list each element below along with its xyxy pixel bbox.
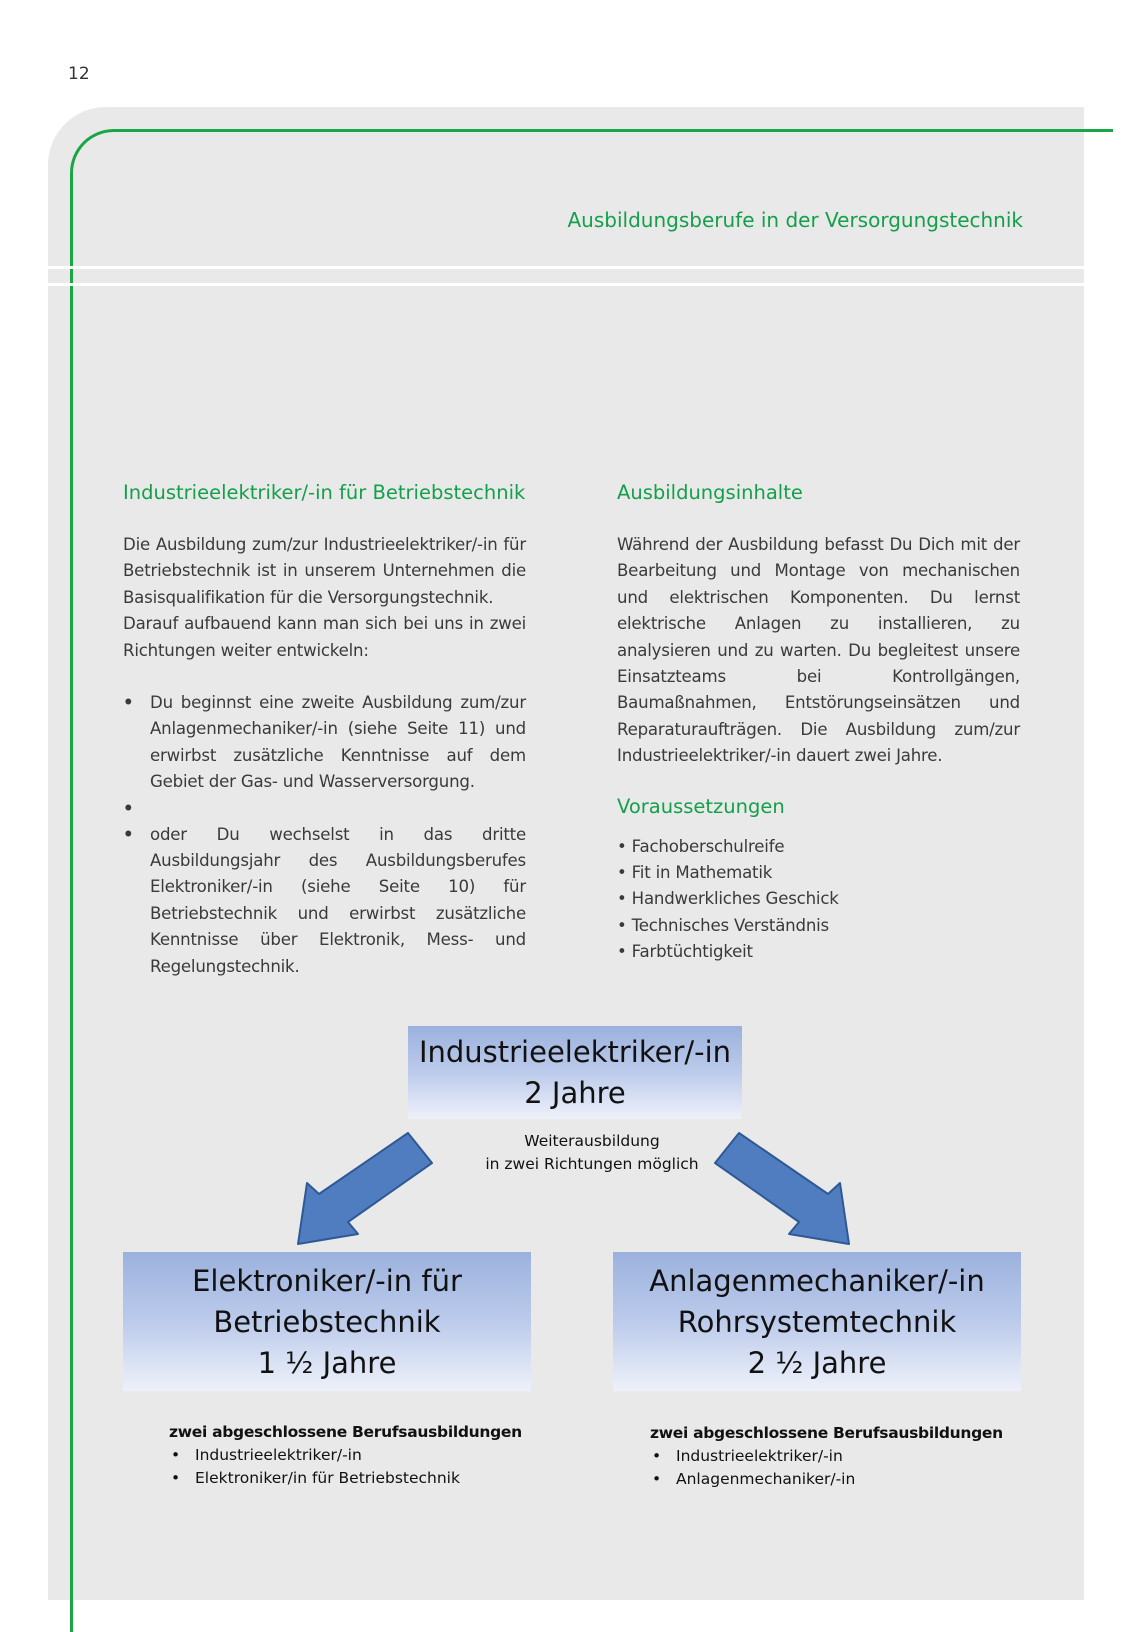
box-duration: 1 ½ Jahre bbox=[257, 1346, 397, 1380]
summary-title: zwei abgeschlossene Berufsausbildungen bbox=[650, 1424, 1003, 1442]
box-subtitle: Betriebstechnik bbox=[213, 1305, 441, 1339]
requirements-list bbox=[617, 834, 1020, 966]
box-title: Industrieelektriker/-in bbox=[418, 1035, 732, 1069]
summary-title: zwei abgeschlossene Berufsausbildungen bbox=[169, 1423, 522, 1441]
summary-right bbox=[650, 1422, 1003, 1491]
summary-item: • Industrieelektriker/-in bbox=[169, 1444, 522, 1467]
box-title: Anlagenmechaniker/-in bbox=[649, 1264, 985, 1298]
box-title: Elektroniker/-in für bbox=[192, 1264, 462, 1298]
intro-paragraph: Die Ausbildung zum/zur Industrieelektriker/-in für Betriebstechnik ist in unserem Unternehmen die Basisqualifikation für die Versorgungstechnik. bbox=[123, 535, 526, 607]
summary-item: • Elektroniker/in für Betriebstechnik bbox=[169, 1467, 522, 1490]
note-line: in zwei Richtungen möglich bbox=[485, 1155, 699, 1173]
left-column bbox=[123, 480, 526, 980]
diagram-note bbox=[470, 1130, 714, 1176]
path-list bbox=[123, 690, 526, 980]
summary-item: • Industrieelektriker/-in bbox=[650, 1445, 1003, 1468]
requirement-item: • Farbtüchtigkeit bbox=[617, 942, 753, 962]
box-duration: 2 ½ Jahre bbox=[747, 1346, 887, 1380]
path-list-item: • oder Du wechselst in das dritte Ausbildungsjahr des Ausbildungsberufes Elektroniker/-in (siehe Seite 10) für Betriebstechnik und erwirbst zusätzliche Kenntnisse über Elektronik, Mess- und Regelungstechnik. bbox=[123, 822, 526, 980]
right-column bbox=[617, 480, 1020, 966]
box-subtitle: Rohrsystemtechnik bbox=[677, 1305, 957, 1339]
diagram-box-industrieelektriker bbox=[408, 1026, 742, 1119]
divider-line-upper bbox=[48, 266, 1084, 269]
section-heading-job: Industrieelektriker/-in für Betriebstechnik bbox=[123, 481, 526, 504]
requirement-item: • Technisches Verständnis bbox=[617, 915, 830, 935]
section-heading-requirements: Voraussetzungen bbox=[617, 794, 785, 818]
page-number: 12 bbox=[68, 64, 90, 84]
requirement-item: • Fachoberschulreife bbox=[617, 836, 785, 856]
summary-left bbox=[169, 1421, 522, 1490]
header-title: Ausbildungsberufe in der Versorgungstechnik bbox=[567, 208, 1023, 232]
requirement-item: • Handwerkliches Geschick bbox=[617, 889, 839, 909]
diagram-box-elektroniker bbox=[123, 1252, 531, 1391]
list-spacer bbox=[123, 796, 526, 822]
box-duration: 2 Jahre bbox=[524, 1076, 626, 1110]
diagram-box-anlagenmechaniker bbox=[613, 1252, 1021, 1391]
divider-line-lower bbox=[48, 283, 1084, 286]
arrow-down-right-icon bbox=[707, 1130, 857, 1250]
arrow-down-left-icon bbox=[290, 1130, 440, 1250]
path-list-item: • Du beginnst eine zweite Ausbildung zum/zur Anlagenmechaniker/-in (siehe Seite 11) und erwirbst zusätzliche Kenntnisse auf dem Gebiet der Gas- und Wasserversorgung. bbox=[123, 690, 526, 796]
note-line: Weiterausbildung bbox=[524, 1132, 660, 1150]
content-paragraph: Während der Ausbildung befasst Du Dich mit der Bearbeitung und Montage von mechanischen und elektrischen Komponenten. Du lernst elektrische Anlagen zu installieren, zu analysieren und zu warten. Du begleitest unsere Einsatzteams bei Kontrollgängen, Baumaßnahmen, Entstörungseinsätzen und Reparaturaufträgen. Die Ausbildung zum/zur Industrieelektriker/-in dauert zwei Jahre. bbox=[617, 535, 1020, 766]
requirement-item: • Fit in Mathematik bbox=[617, 863, 773, 883]
intro-paragraph-continued: Darauf aufbauend kann man sich bei uns in zwei Richtungen weiter entwickeln: bbox=[123, 614, 526, 660]
section-heading-content: Ausbildungsinhalte bbox=[617, 481, 803, 504]
summary-item: • Anlagenmechaniker/-in bbox=[650, 1468, 1003, 1491]
